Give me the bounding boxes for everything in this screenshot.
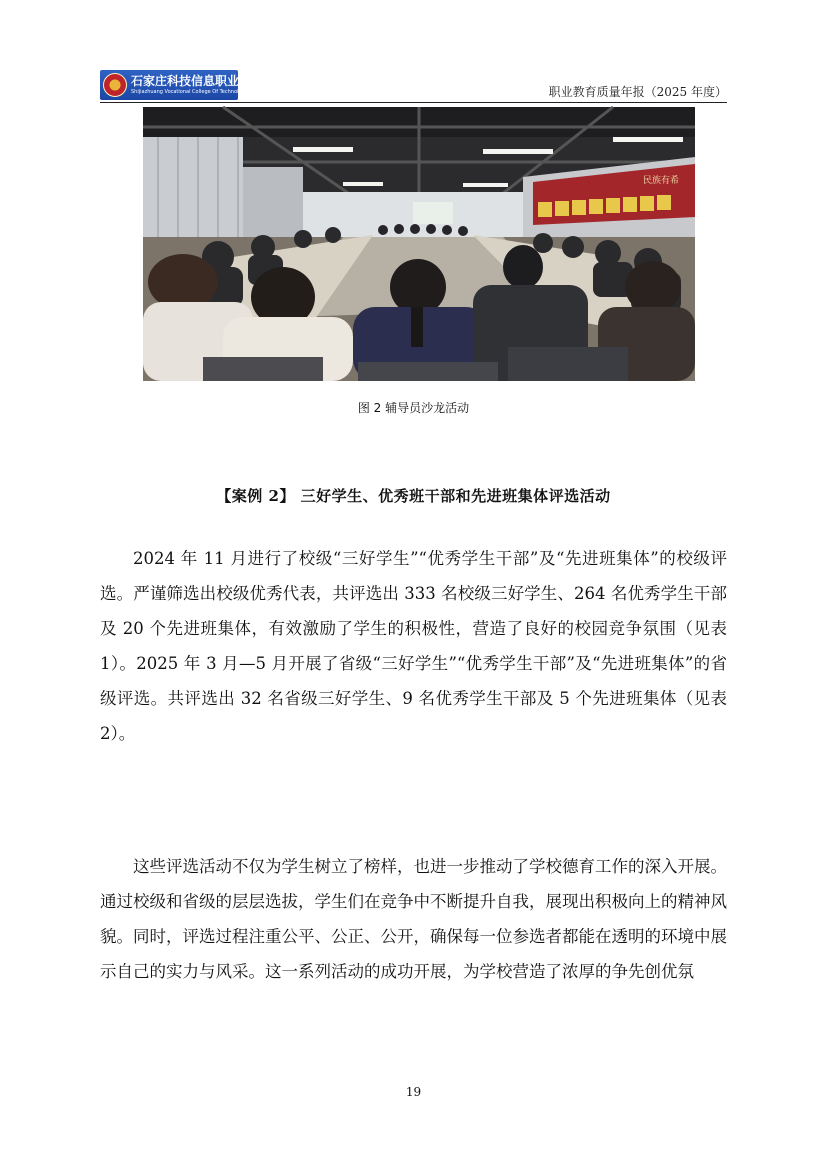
figure-caption: 图 2 辅导员沙龙活动 xyxy=(357,401,470,415)
college-logo xyxy=(100,70,284,100)
paragraph-text: 这些评选活动不仅为学生树立了榜样，也进一步推动了学校德育工作的深入开展。通过校级和省级的层层选拔，学生们在竞争中不断提升自我，展现出积极向上的精神风貌。同时，评选过程注重公平、公正、公开，确保每一位参选者都能在透明的环境中展示自己的实力与风采。这一系列活动的成功开展，为学校营造了浓厚的争先创优氛 xyxy=(100,857,727,981)
banner-text: 民族有希 xyxy=(643,176,680,186)
college-seal-icon xyxy=(103,73,127,97)
salon-activity-photo xyxy=(143,107,695,381)
logo-english-name: Shijiazhuang Vocational College Of Technology & Information xyxy=(131,89,284,95)
report-title: 职业教育质量年报（2025 年度） xyxy=(548,85,727,99)
body-paragraph-2 xyxy=(100,849,727,989)
body-paragraph-1 xyxy=(100,541,727,751)
paragraph-text: 2024 年 11 月进行了校级“三好学生”“优秀学生干部”及“先进班集体”的校级评选。严谨筛选出校级优秀代表，共评选出 333 名校级三好学生、264 名优秀学生干部及 20 个先进班集体，有效激励了学生的积极性，营造了良好的校园竞争氛围（见表 1）。2025 年 3 月—5 月开展了省级“三好学生”“优秀学生干部”及“先进班集体”的省级评选。共评选出 32 名省级三好学生、9 名优秀学生干部及 5 个先进班集体（见表 2）。 xyxy=(100,549,727,743)
page-number: 19 xyxy=(405,1085,422,1099)
page-header xyxy=(100,70,727,103)
case-title: 【案例 2】 三好学生、优秀班干部和先进班集体评选活动 xyxy=(216,487,611,505)
logo-chinese-name: 石家庄科技信息职业学院 xyxy=(131,74,264,88)
